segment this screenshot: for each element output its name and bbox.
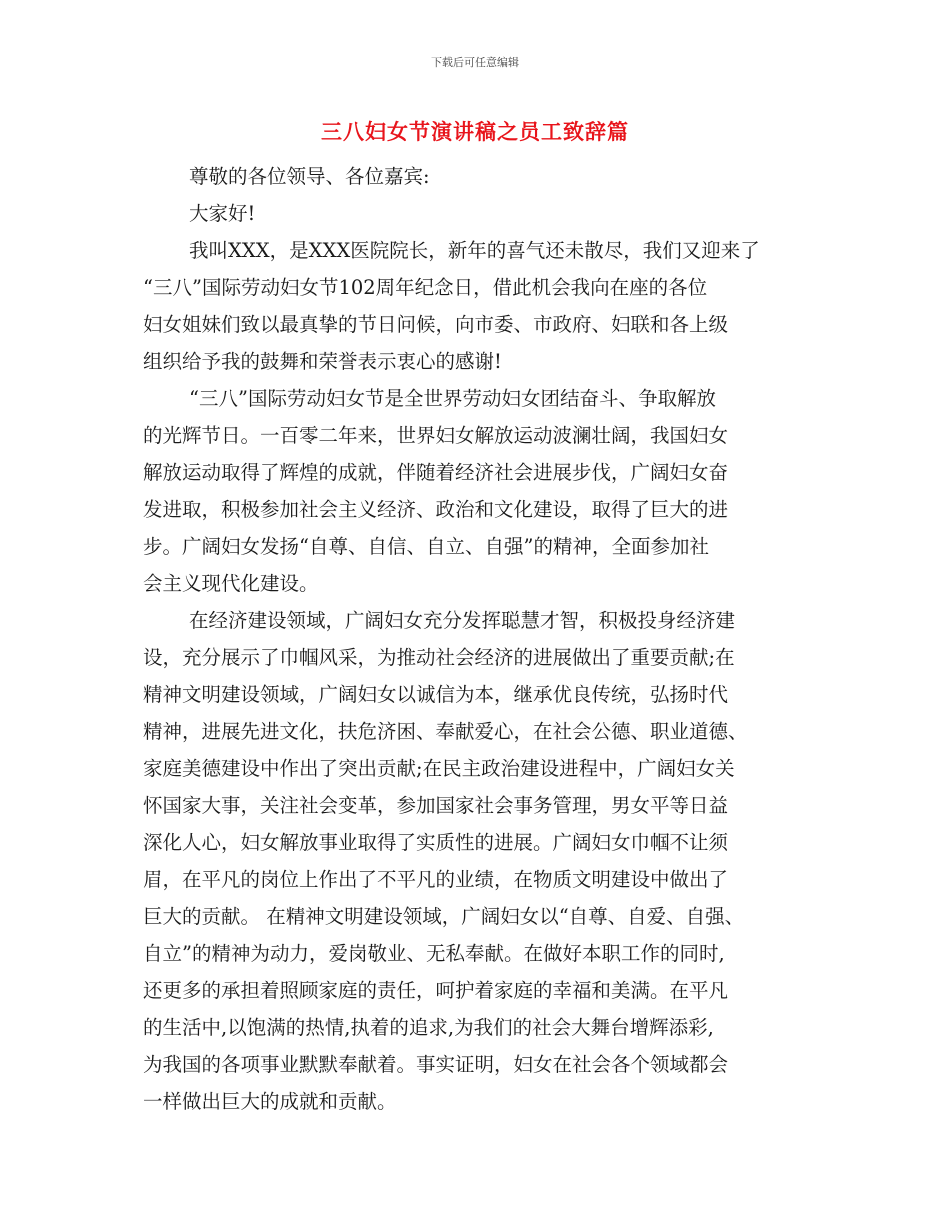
paragraph-line: 的光辉节日。一百零二年来，世界妇女解放运动波澜壮阔，我国妇女 (143, 424, 729, 447)
paragraph-line: 深化人心，妇女解放事业取得了实质性的进展。广阔妇女巾帼不让须 (143, 831, 729, 854)
paragraph-line: 精神，进展先进文化，扶危济困、奉献爱心，在社会公德、职业道德、 (143, 720, 748, 743)
paragraph-line: 我叫XXX，是XXX医院院长，新年的喜气还未散尽，我们又迎来了 (189, 239, 760, 262)
paragraph-line: 眉，在平凡的岗位上作出了不平凡的业绩，在物质文明建设中做出了 (143, 868, 729, 891)
paragraph-line: 妇女姐妹们致以最真挚的节日问候，向市委、市政府、妇联和各上级 (143, 313, 729, 336)
paragraph-line: 发进取，积极参加社会主义经济、政治和文化建设，取得了巨大的进 (143, 498, 729, 521)
paragraph-line: 解放运动取得了辉煌的成就，伴随着经济社会进展步伐，广阔妇女奋 (143, 461, 729, 484)
paragraph-line: 会主义现代化建设。 (143, 572, 319, 595)
paragraph-line: 巨大的贡献。 在精神文明建设领域，广阔妇女以“自尊、自爱、自强、 (143, 905, 745, 928)
paragraph-line: 设，充分展示了巾帼风采，为推动社会经济的进展做出了重要贡献;在 (143, 646, 735, 669)
paragraph-line: “三八”国际劳动妇女节是全世界劳动妇女团结奋斗、争取解放 (189, 387, 716, 410)
paragraph-line: 在经济建设领域，广阔妇女充分发挥聪慧才智，积极投身经济建 (189, 609, 736, 632)
paragraph-line: 怀国家大事，关注社会变革，参加国家社会事务管理，男女平等日益 (143, 794, 729, 817)
paragraph-line: 精神文明建设领域，广阔妇女以诚信为本，继承优良传统，弘扬时代 (143, 683, 729, 706)
document-title: 三八妇女节演讲稿之员工致辞篇 (321, 119, 629, 144)
paragraph-line: 为我国的各项事业默默奉献着。事实证明，妇女在社会各个领域都会 (143, 1053, 729, 1076)
paragraph-line: 还更多的承担着照顾家庭的责任，呵护着家庭的幸福和美满。在平凡 (143, 979, 729, 1002)
paragraph-line: 组织给予我的鼓舞和荣誉表示衷心的感谢! (143, 350, 502, 373)
paragraph-line: 自立”的精神为动力，爱岗敬业、无私奉献。在做好本职工作的同时, (143, 942, 725, 965)
paragraph-line: 一样做出巨大的成就和贡献。 (143, 1090, 397, 1113)
greeting-line: 大家好! (189, 202, 256, 225)
paragraph-line: “三八”国际劳动妇女节102周年纪念日，借此机会我向在座的各位 (143, 276, 708, 299)
document-body (143, 158, 815, 1120)
salutation-line: 尊敬的各位领导、各位嘉宾: (189, 165, 430, 188)
paragraph-line: 步。广阔妇女发扬“自尊、自信、自立、自强”的精神，全面参加社 (143, 535, 709, 558)
paragraph-line: 家庭美德建设中作出了突出贡献;在民主政治建设进程中，广阔妇女关 (143, 757, 735, 780)
paragraph-line: 的生活中,以饱满的热情,执着的追求,为我们的社会大舞台增辉添彩, (143, 1016, 714, 1039)
header-note: 下载后可任意编辑 (431, 56, 519, 69)
